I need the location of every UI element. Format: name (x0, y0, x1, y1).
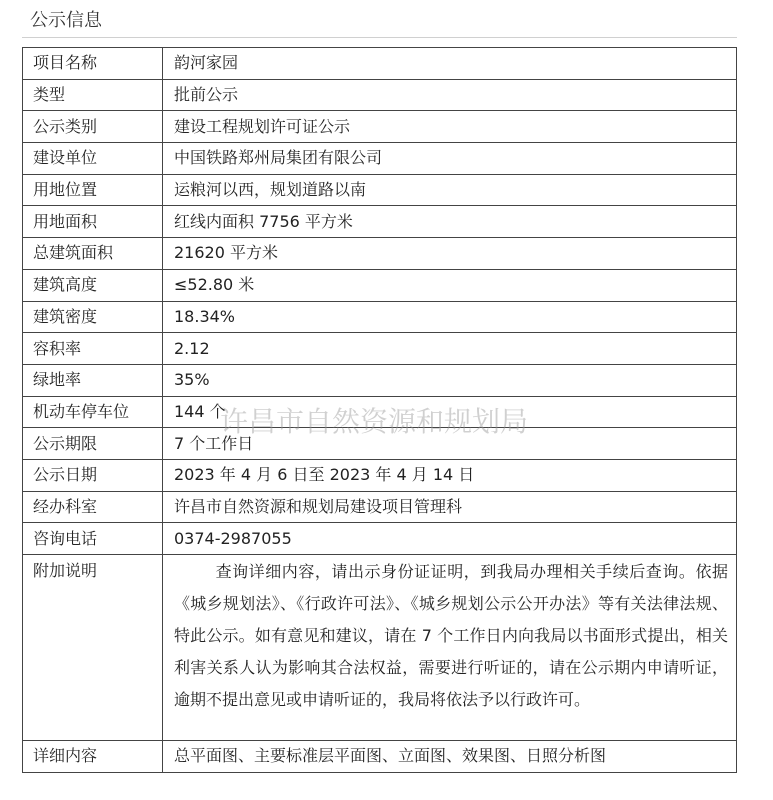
row-label-details: 详细内容 (23, 741, 163, 773)
page-title: 公示信息 (30, 10, 102, 31)
row-value-building-height: ≤52.80 米 (163, 269, 737, 301)
row-label-notice-period: 公示期限 (23, 428, 163, 460)
table-row (23, 269, 737, 301)
row-label-additional-notes: 附加说明 (23, 555, 163, 741)
row-label-type: 类型 (23, 79, 163, 111)
table-row (23, 48, 737, 80)
table-row (23, 301, 737, 333)
row-value-project-name: 韵河家园 (163, 48, 737, 80)
row-value-details: 总平面图、主要标准层平面图、立面图、效果图、日照分析图 (163, 741, 737, 773)
row-value-handling-office: 许昌市自然资源和规划局建设项目管理科 (163, 491, 737, 523)
table-row (23, 428, 737, 460)
row-label-phone: 咨询电话 (23, 523, 163, 555)
row-value-land-location: 运粮河以西，规划道路以南 (163, 174, 737, 206)
table-row (23, 364, 737, 396)
row-value-notice-date: 2023 年 4 月 6 日至 2023 年 4 月 14 日 (163, 459, 737, 491)
table-row (23, 523, 737, 555)
row-value-green-ratio: 35% (163, 364, 737, 396)
watermark: 许昌市自然资源和规划局 (220, 405, 529, 438)
header-divider (22, 37, 737, 38)
table-row (23, 396, 737, 428)
table-row (23, 491, 737, 523)
table-row (23, 238, 737, 270)
row-label-total-floor-area: 总建筑面积 (23, 238, 163, 270)
table-row (23, 333, 737, 365)
table-row (23, 79, 737, 111)
row-value-parking: 144 个 (163, 396, 737, 428)
row-value-notice-category: 建设工程规划许可证公示 (163, 111, 737, 143)
row-value-builder: 中国铁路郑州局集团有限公司 (163, 143, 737, 175)
row-value-building-density: 18.34% (163, 301, 737, 333)
table-row (23, 143, 737, 175)
row-label-parking: 机动车停车位 (23, 396, 163, 428)
info-table (22, 47, 737, 773)
row-label-notice-category: 公示类别 (23, 111, 163, 143)
row-label-plot-ratio: 容积率 (23, 333, 163, 365)
row-label-building-height: 建筑高度 (23, 269, 163, 301)
row-value-additional-notes: 查询详细内容，请出示身份证证明，到我局办理相关手续后查询。依据《城乡规划法》、《行政许可法》、《城乡规划公示公开办法》等有关法律法规、特此公示。如有意见和建议，请在 7 个工作日内向我局以书面形式提出，相关利害关系人认为影响其合法权益，需要进行听证的，请在公示期内申请听证，逾期不提出意见或申请听证的，我局将依法予以行政许可。 (163, 555, 737, 741)
row-label-land-area: 用地面积 (23, 206, 163, 238)
row-value-type: 批前公示 (163, 79, 737, 111)
row-value-land-area: 红线内面积 7756 平方米 (163, 206, 737, 238)
table-row (23, 459, 737, 491)
row-label-notice-date: 公示日期 (23, 459, 163, 491)
row-value-plot-ratio: 2.12 (163, 333, 737, 365)
row-label-project-name: 项目名称 (23, 48, 163, 80)
row-value-phone: 0374-2987055 (163, 523, 737, 555)
row-label-handling-office: 经办科室 (23, 491, 163, 523)
table-row (23, 174, 737, 206)
table-row (23, 111, 737, 143)
row-label-building-density: 建筑密度 (23, 301, 163, 333)
row-label-land-location: 用地位置 (23, 174, 163, 206)
table-row (23, 555, 737, 741)
row-label-green-ratio: 绿地率 (23, 364, 163, 396)
row-value-notice-period: 7 个工作日 (163, 428, 737, 460)
table-row (23, 206, 737, 238)
row-label-builder: 建设单位 (23, 143, 163, 175)
row-value-total-floor-area: 21620 平方米 (163, 238, 737, 270)
table-row (23, 741, 737, 773)
